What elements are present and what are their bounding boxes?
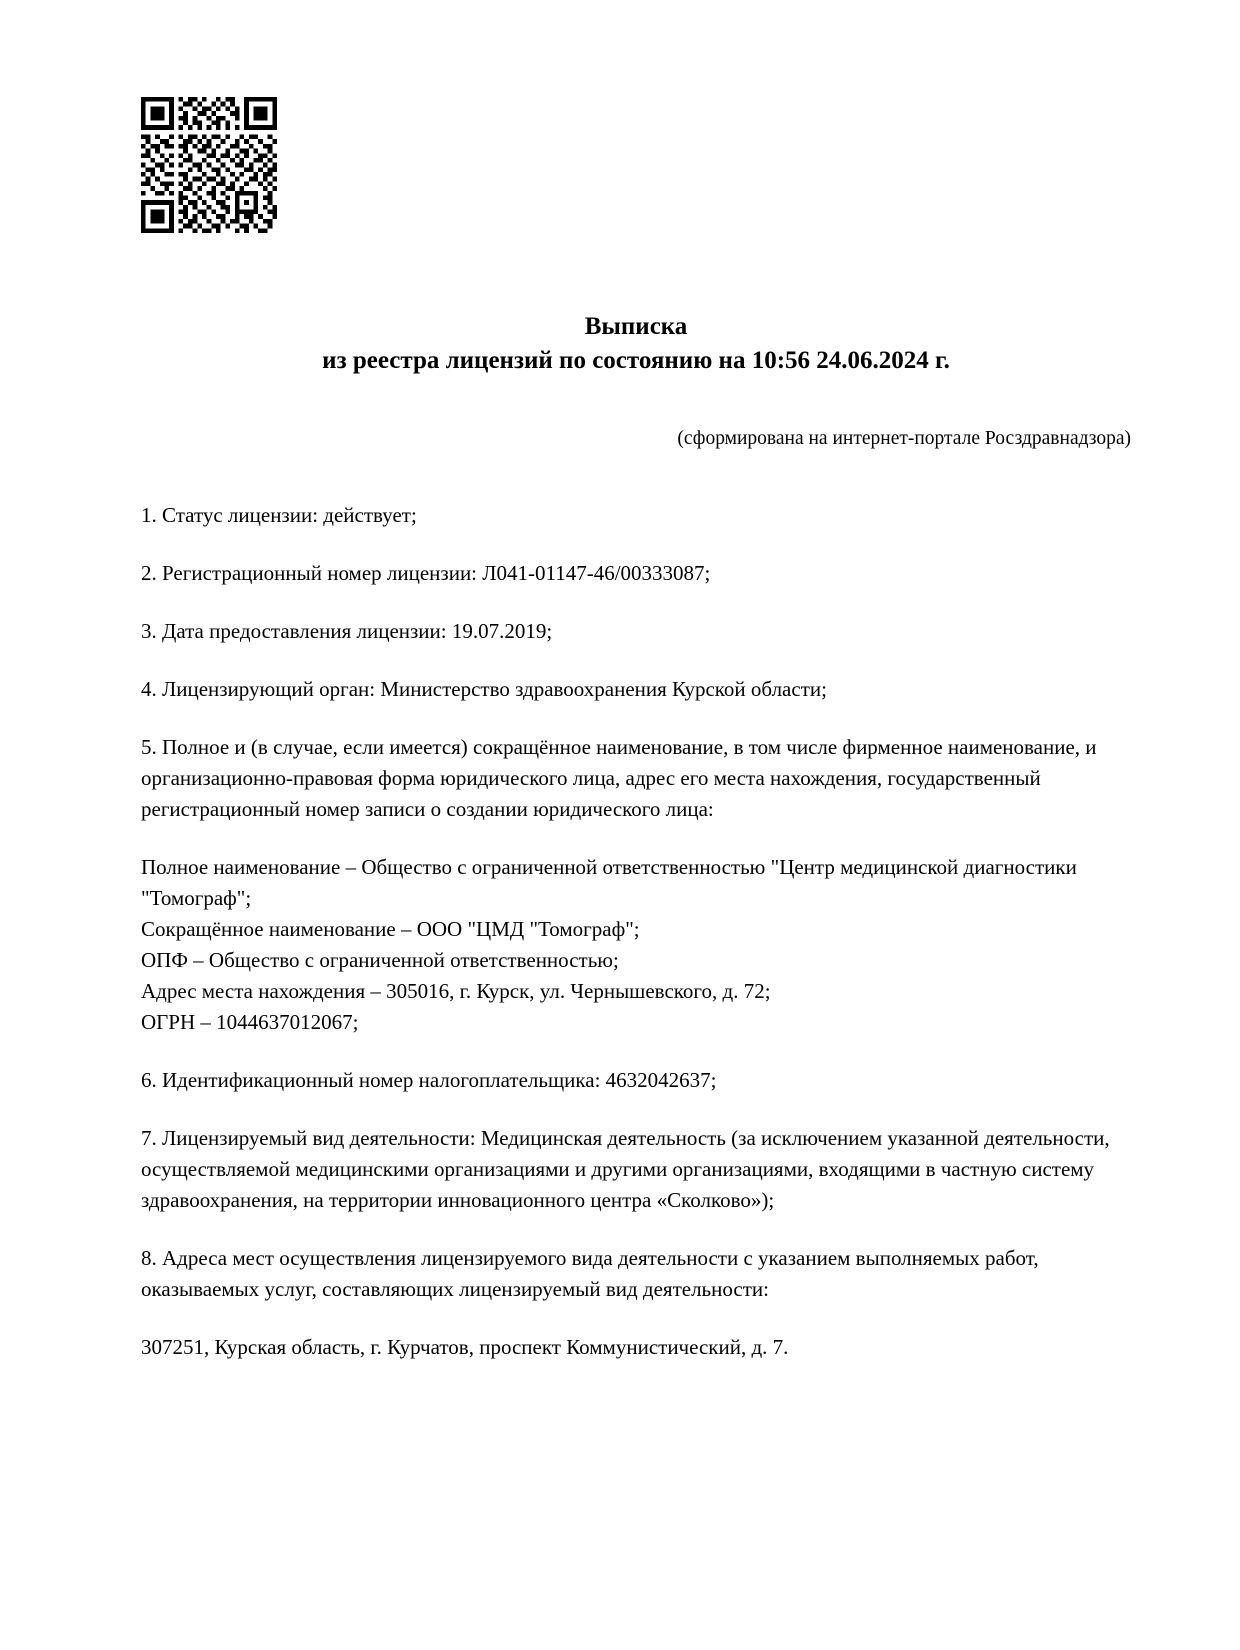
activity-locations-clause: 8. Адреса мест осуществления лицензируемого вида деятельности с указанием выполняемых работ, оказываемых услуг, составляющих лицензируемый вид деятельности: xyxy=(141,1246,1039,1301)
activity-location-address: 307251, Курская область, г. Курчатов, проспект Коммунистический, д. 7. xyxy=(141,1335,789,1359)
licensed-activity-type: 7. Лицензируемый вид деятельности: Медицинская деятельность (за исключением указанной деятельности, осуществляемой медицинскими организациями и другими организациями, входящими в частную систему здравоохранения, на территории инновационного центра «Сколково»); xyxy=(141,1126,1110,1212)
entity-ogrn: ОГРН – 1044637012067; xyxy=(141,1010,359,1034)
qr-code-icon xyxy=(141,97,277,233)
document-content xyxy=(141,310,1131,1363)
document-body xyxy=(141,452,1131,1363)
license-issue-date: 3. Дата предоставления лицензии: 19.07.2019; xyxy=(141,619,553,643)
entity-short-name: Сокращённое наименование – ООО "ЦМД "Томограф"; xyxy=(141,917,640,941)
entity-details xyxy=(141,852,1131,1038)
license-status: 1. Статус лицензии: действует; xyxy=(141,503,417,527)
entity-full-name: Полное наименование – Общество с ограниченной ответственностью "Центр медицинской диагностики "Томограф"; xyxy=(141,855,1077,910)
license-registration-number: 2. Регистрационный номер лицензии: Л041-01147-46/00333087; xyxy=(141,561,711,585)
title-line-2: из реестра лицензий по состоянию на 10:56 24.06.2024 г. xyxy=(322,347,950,374)
title-line-1: Выписка xyxy=(584,313,688,340)
licensing-authority: 4. Лицензирующий орган: Министерство здравоохранения Курской области; xyxy=(141,677,827,701)
entity-naming-clause: 5. Полное и (в случае, если имеется) сокращённое наименование, в том числе фирменное наименование, и организационно-правовая форма юридического лица, адрес его места нахождения, государственный регистрационный номер записи о создании юридического лица: xyxy=(141,735,1097,821)
entity-address: Адрес места нахождения – 305016, г. Курск, ул. Чернышевского, д. 72; xyxy=(141,979,771,1003)
entity-legal-form: ОПФ – Общество с ограниченной ответственностью; xyxy=(141,948,619,972)
taxpayer-number: 6. Идентификационный номер налогоплательщика: 4632042637; xyxy=(141,1068,717,1092)
document-subtitle: (сформирована на интернет-портале Росздравнадзора) xyxy=(677,428,1131,449)
page-title xyxy=(141,310,1131,378)
